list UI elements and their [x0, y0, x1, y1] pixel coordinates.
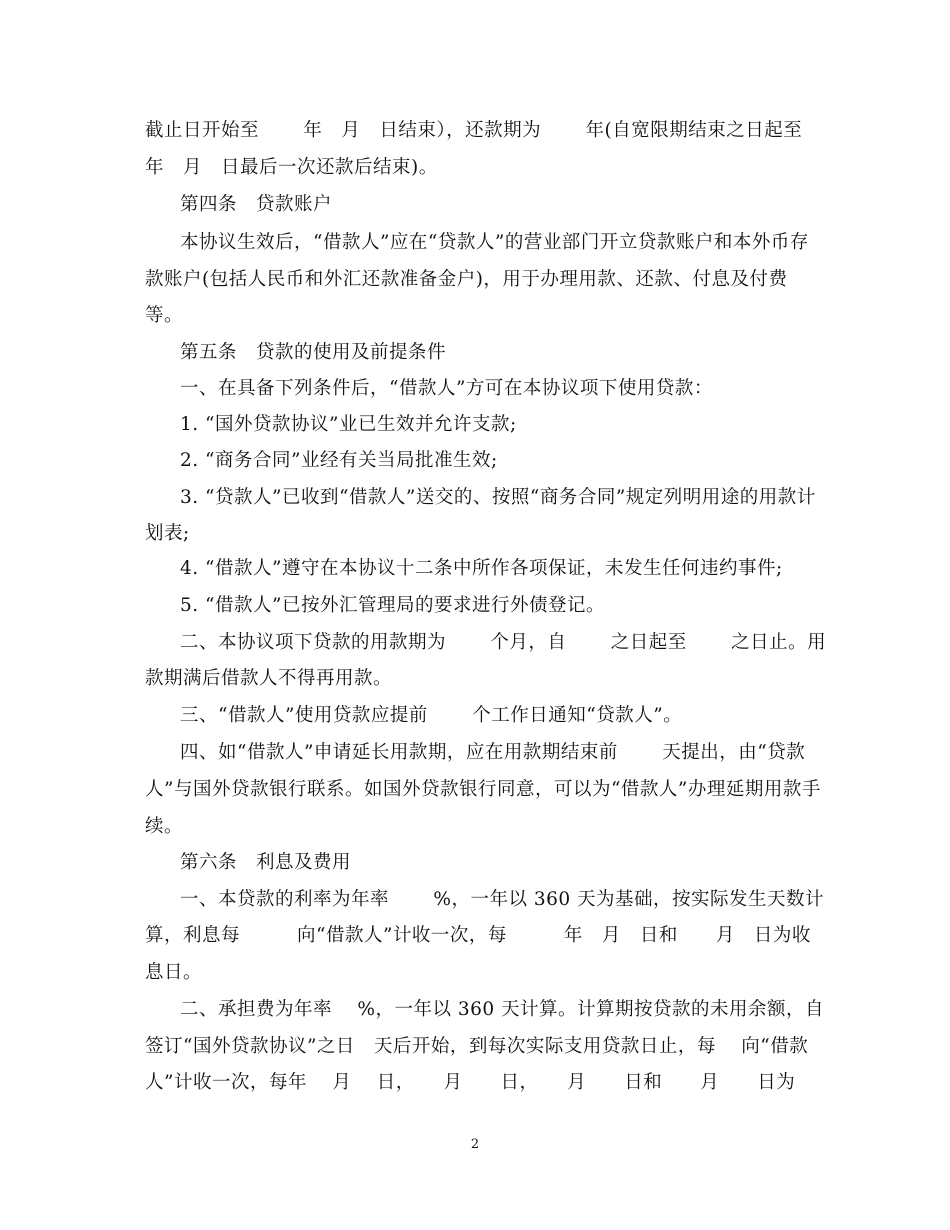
text-line: 人”计收一次，每年 月 日， 月 日， 月 日和 月 日为: [145, 1072, 796, 1093]
text-line: 二、本协议项下贷款的用款期为 个月，自 之日起至 之日止。用: [180, 632, 827, 653]
section-heading-article-4: 第四条 贷款账户: [180, 194, 333, 215]
text-line: 一、本贷款的利率为年率 %，一年以 360 天为基础，按实际发生天数计: [180, 889, 825, 910]
list-item: 2. “商务合同”业经有关当局批准生效;: [180, 450, 498, 471]
list-item: 1. “国外贷款协议”业已生效并允许支款;: [180, 414, 517, 435]
text-line: 等。: [145, 305, 184, 326]
list-item: 3. “贷款人”已收到“借款人”送交的、按照“商务合同”规定列明用途的用款计: [180, 487, 816, 508]
text-line: 款期满后借款人不得再用款。: [145, 668, 393, 689]
list-item: 4. “借款人”遵守在本协议十二条中所作各项保证，未发生任何违约事件;: [180, 558, 783, 579]
text-line: 续。: [145, 816, 184, 837]
text-line: 三、“借款人”使用贷款应提前 个工作日通知“贷款人”。: [180, 705, 683, 726]
text-line: 签订“国外贷款协议”之日 天后开始，到每次实际支用贷款日止，每 向“借款: [145, 1036, 809, 1057]
text-line: 本协议生效后，“借款人”应在“贷款人”的营业部门开立贷款账户和本外币存: [180, 232, 809, 253]
section-heading-article-5: 第五条 贷款的使用及前提条件: [180, 342, 447, 363]
text-line: 息日。: [145, 962, 203, 983]
text-line: 算，利息每 向“借款人”计收一次，每 年 月 日和 月 日为收: [145, 925, 811, 946]
text-line: 人”与国外贷款银行联系。如国外贷款银行同意，可以为“借款人”办理延期用款手: [145, 779, 821, 800]
section-heading-article-6: 第六条 利息及费用: [180, 852, 352, 873]
page-number: 2: [470, 1137, 480, 1152]
text-line: 四、如“借款人”申请延长用款期，应在用款期结束前 天提出，由“贷款: [180, 742, 806, 763]
text-line: 年 月 日最后一次还款后结束)。: [145, 157, 438, 178]
list-item: 5. “借款人”已按外汇管理局的要求进行外债登记。: [180, 595, 605, 616]
text-line: 截止日开始至 年 月 日结束），还款期为 年(自宽限期结束之日起至: [145, 120, 803, 141]
text-line: 二、承担费为年率 %，一年以 360 天计算。计算期按贷款的未用余额，自: [180, 999, 825, 1020]
text-line: 划表;: [145, 523, 190, 544]
text-line: 一、在具备下列条件后，“借款人”方可在本协议项下使用贷款：: [180, 378, 713, 399]
text-line: 款账户(包括人民币和外汇还款准备金户)，用于办理用款、还款、付息及付费: [145, 269, 788, 290]
